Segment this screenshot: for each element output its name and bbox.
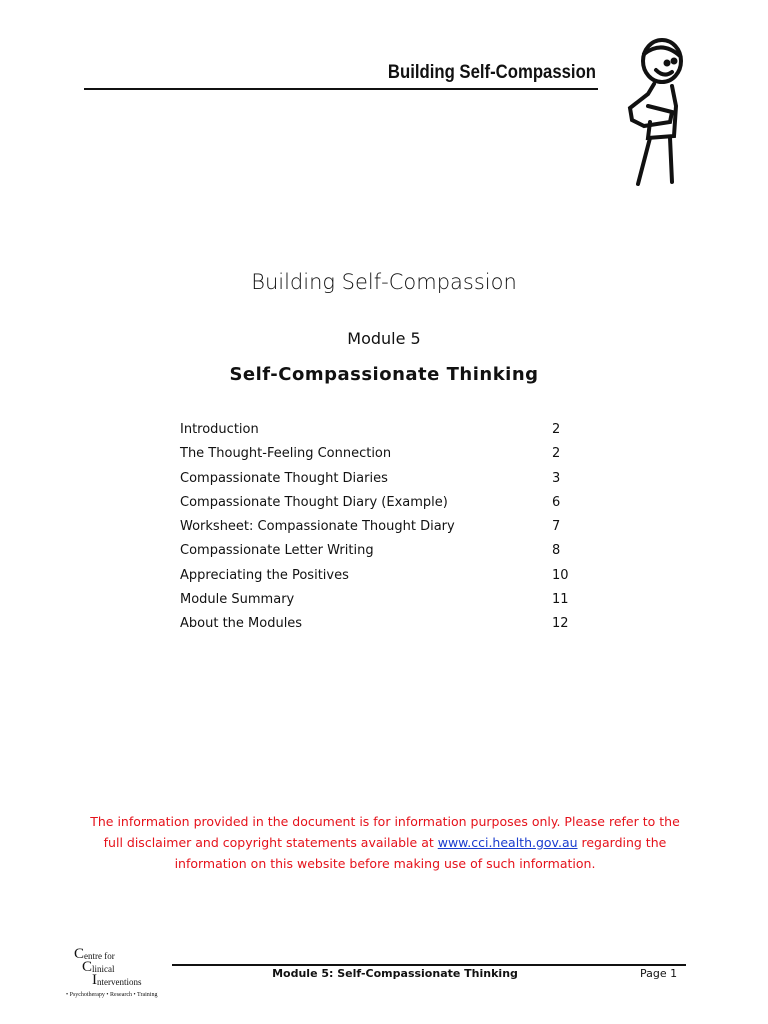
logo-line3: nterventions	[97, 977, 142, 987]
logo-line2: linical	[92, 964, 115, 974]
toc-entry	[180, 493, 570, 517]
toc-entry	[180, 614, 570, 638]
disclaimer-text: The information provided in the document is for information purposes only. Please refer to the full disclaimer and copyright statements available at	[90, 814, 680, 850]
toc-page: 8	[552, 543, 561, 559]
toc-page: 12	[552, 616, 569, 632]
disclaimer	[90, 811, 680, 874]
toc-entry	[180, 420, 570, 444]
toc-label: Compassionate Thought Diaries	[180, 470, 388, 486]
disclaimer-text-end: regarding the information on this website before making use of such information.	[174, 835, 667, 871]
logo-row-3: I nterventions	[92, 972, 142, 988]
module-number: Module 5	[347, 329, 421, 348]
logo-row-2: C linical	[82, 959, 115, 975]
toc-label: Introduction	[180, 422, 259, 437]
logo-tagline: • Psychotherapy • Research • Training	[66, 992, 158, 998]
header-rule	[84, 88, 598, 90]
toc-page: 2	[552, 422, 561, 437]
page-number: Page 1	[640, 967, 678, 980]
table-of-contents	[180, 420, 570, 639]
toc-label: The Thought-Feeling Connection	[180, 446, 392, 462]
stick-figure-illustration	[620, 36, 700, 188]
toc-entry	[180, 444, 570, 468]
cci-logo	[66, 948, 176, 1002]
toc-label: About the Modules	[180, 616, 303, 632]
logo-row-1: C entre for	[74, 946, 115, 962]
toc-page: 3	[552, 470, 561, 486]
cci-website-link[interactable]: www.cci.health.gov.au	[437, 835, 578, 850]
toc-entry	[180, 541, 570, 565]
footer-title: Module 5: Self-Compassionate Thinking	[272, 967, 518, 980]
footer-rule	[172, 964, 686, 966]
toc-label: Compassionate Letter Writing	[180, 543, 374, 559]
toc-entry	[180, 517, 570, 541]
module-subtitle: Self-Compassionate Thinking	[229, 364, 539, 385]
toc-page: 10	[552, 567, 569, 583]
toc-page: 11	[552, 592, 569, 608]
logo-line1: entre for	[84, 951, 115, 961]
toc-entry	[180, 590, 570, 614]
toc-page: 2	[552, 446, 561, 462]
toc-page: 7	[552, 519, 561, 535]
toc-label: Appreciating the Positives	[180, 567, 349, 583]
toc-label: Worksheet: Compassionate Thought Diary	[180, 519, 455, 535]
toc-label: Compassionate Thought Diary (Example)	[180, 494, 448, 510]
toc-entry	[180, 469, 570, 493]
toc-entry	[180, 566, 570, 590]
toc-label: Module Summary	[180, 592, 295, 608]
header-title: Building Self-Compassion	[387, 62, 596, 83]
document-title: Building Self-Compassion	[251, 270, 517, 294]
toc-page: 6	[552, 494, 561, 510]
